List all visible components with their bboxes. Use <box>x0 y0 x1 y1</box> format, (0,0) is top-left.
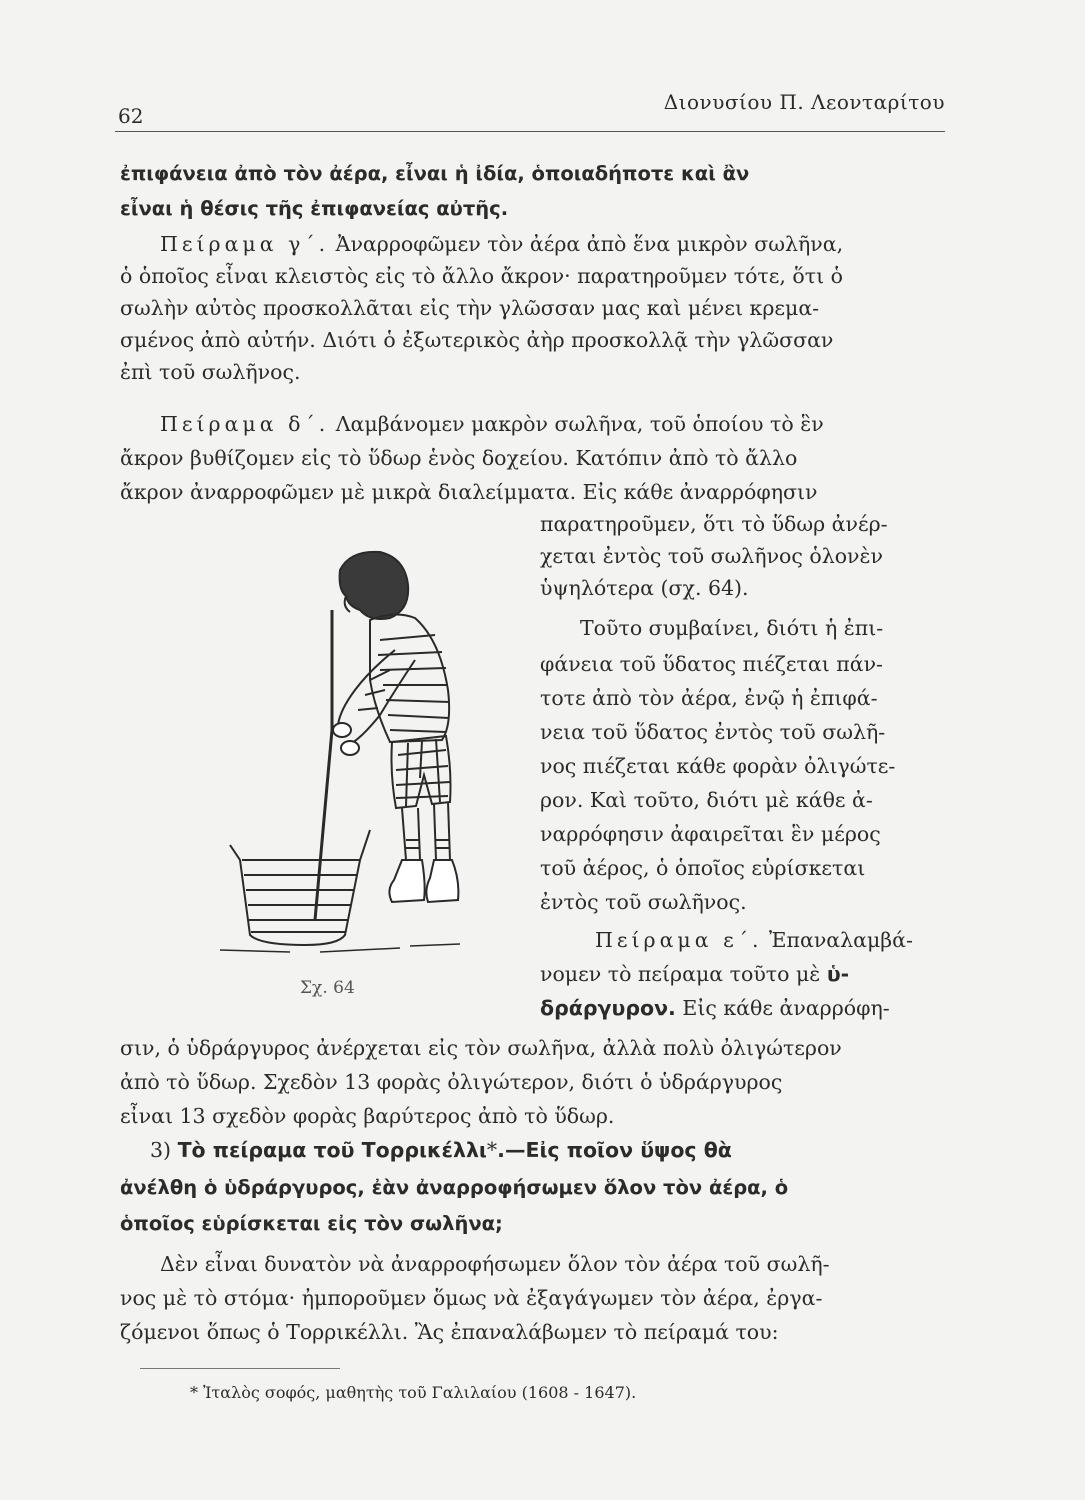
col-line: νος πιέζεται κάθε φορὰν ὀλιγώτε- <box>540 754 896 778</box>
exp-d-line: ἄκρον ἀναρροφῶμεν μὲ μικρὰ διαλείμματα. Εἰς κάθε ἀναρρόφησιν <box>120 480 818 504</box>
section-3-rest: .—Εἰς ποῖον ὕψος θὰ <box>497 1138 732 1162</box>
figure-caption: Σχ. 64 <box>300 978 355 998</box>
col-line: τοῦ ἀέρος, ὁ ὁποῖος εὑρίσκεται <box>540 856 866 880</box>
exp-e-line2b: ὑ- <box>826 962 850 986</box>
closing-line: νος μὲ τὸ στόμα· ἠμποροῦμεν ὅμως νὰ ἐξαγάγωμεν τὸν ἀέρα, ἐργα- <box>120 1286 823 1310</box>
col-line: ἐντὸς τοῦ σωλῆνος. <box>540 890 747 914</box>
exp-g-label: Πείραμα γ΄. <box>160 232 330 256</box>
col-line: ρον. Καὶ τοῦτο, διότι μὲ κάθε ἀ- <box>540 788 873 812</box>
exp-g-first-line <box>160 230 990 258</box>
exp-g-line: ὁ ὁποῖος εἶναι κλειστὸς εἰς τὸ ἄλλο ἄκρον· παρατηροῦμεν τότε, ὅτι ὁ <box>120 264 844 288</box>
exp-e-line3b: Εἰς κάθε ἀναρρόφη- <box>675 996 890 1020</box>
exp-e-line: εἶναι 13 σχεδὸν φορὰς βαρύτερος ἀπὸ τὸ ὕδωρ. <box>120 1104 615 1128</box>
exp-d-first-line <box>160 410 990 438</box>
exp-d-label: Πείραμα δ΄. <box>160 412 330 436</box>
page-number: 62 <box>118 104 144 128</box>
col-line: χεται ἐντὸς τοῦ σωλῆνος ὁλονὲν <box>540 544 883 568</box>
top-line-1: ἐπιφάνεια ἀπὸ τὸν ἀέρα, εἶναι ἡ ἰδία, ὁποιαδήποτε καὶ ἂν <box>120 162 750 185</box>
col-line: φάνεια τοῦ ὕδατος πιέζεται πάν- <box>540 652 883 676</box>
exp-e-line2a: νομεν τὸ πείραμα τοῦτο μὲ <box>540 962 827 986</box>
exp-d-text: Λαμβάνομεν μακρὸν σωλῆνα, τοῦ ὁποίου τὸ ἓν <box>329 412 824 436</box>
exp-g-line: σωλὴν αὐτὸς προσκολλᾶται εἰς τὴν γλῶσσαν μας καὶ μένει κρεμα- <box>120 296 820 320</box>
exp-g-text: Ἀναρροφῶμεν τὸν ἀέρα ἀπὸ ἕνα μικρὸν σωλῆνα, <box>329 232 844 256</box>
section-3-title: Τὸ πείραμα τοῦ Τορρικέλλι <box>177 1138 487 1162</box>
col-line: Τοῦτο συμβαίνει, διότι ἡ ἐπι- <box>580 616 884 640</box>
header-rule <box>115 131 945 132</box>
exp-e-text: Ἐπαναλαμβά- <box>762 928 913 952</box>
exp-e-line-2 <box>540 960 960 988</box>
exp-g-line: ἐπὶ τοῦ σωλῆνος. <box>120 360 301 384</box>
section-3-line: ὁποῖος εὑρίσκεται εἰς τὸν σωλῆνα; <box>120 1212 503 1235</box>
footnote: * Ἰταλὸς σοφός, μαθητὴς τοῦ Γαλιλαίου (1608 - 1647). <box>190 1383 637 1402</box>
exp-e-line: ἀπὸ τὸ ὕδωρ. Σχεδὸν 13 φορὰς ὀλιγώτερον, διότι ὁ ὑδράργυρος <box>120 1070 783 1094</box>
section-3-number: 3) <box>150 1138 178 1162</box>
section-3-line: ἀνέλθη ὁ ὑδράργυρος, ἐὰν ἀναρροφήσωμεν ὅλον τὸν ἀέρα, ὁ <box>120 1176 789 1199</box>
footnote-rule <box>140 1368 340 1369</box>
col-line: νεια τοῦ ὕδατος ἐντὸς τοῦ σωλῆ- <box>540 720 886 744</box>
col-line: ναρρόφησιν ἀφαιρεῖται ἓν μέρος <box>540 822 881 846</box>
section-3-star: * <box>486 1138 498 1162</box>
boy-with-tube-illustration <box>220 540 480 980</box>
running-title: Διονυσίου Π. Λεονταρίτου <box>663 90 945 114</box>
exp-g-line: σμένος ἀπὸ αὐτήν. Διότι ὁ ἐξωτερικὸς ἀὴρ προσκολλᾷ τὴν γλῶσσαν <box>120 328 834 352</box>
section-3-heading <box>150 1136 980 1164</box>
top-line-2: εἶναι ἡ θέσις τῆς ἐπιφανείας αὐτῆς. <box>120 197 509 220</box>
exp-e-mercury: δράργυρον. <box>540 996 676 1020</box>
col-line: τοτε ἀπὸ τὸν ἀέρα, ἐνῷ ἡ ἐπιφά- <box>540 686 878 710</box>
closing-line: ζόμενοι ὅπως ὁ Τορρικέλλι. Ἂς ἐπαναλάβωμεν τὸ πείραμά του: <box>120 1320 779 1344</box>
exp-d-line: ἄκρον βυθίζομεν εἰς τὸ ὕδωρ ἑνὸς δοχείου. Κατόπιν ἀπὸ τὸ ἄλλο <box>120 446 798 470</box>
exp-e-label: Πείραμα ε΄. <box>595 928 763 952</box>
exp-e-line: σιν, ὁ ὑδράργυρος ἀνέρχεται εἰς τὸν σωλῆνα, ἀλλὰ πολὺ ὀλιγώτερον <box>120 1036 842 1060</box>
exp-e-first-line <box>595 926 1015 954</box>
exp-e-line-3 <box>540 994 960 1022</box>
col-line: παρατηροῦμεν, ὅτι τὸ ὕδωρ ἀνέρ- <box>540 512 888 536</box>
col-line: ὑψηλότερα (σχ. 64). <box>540 576 749 600</box>
closing-line: Δὲν εἶναι δυνατὸν νὰ ἀναρροφήσωμεν ὅλον τὸν ἀέρα τοῦ σωλῆ- <box>160 1252 830 1276</box>
